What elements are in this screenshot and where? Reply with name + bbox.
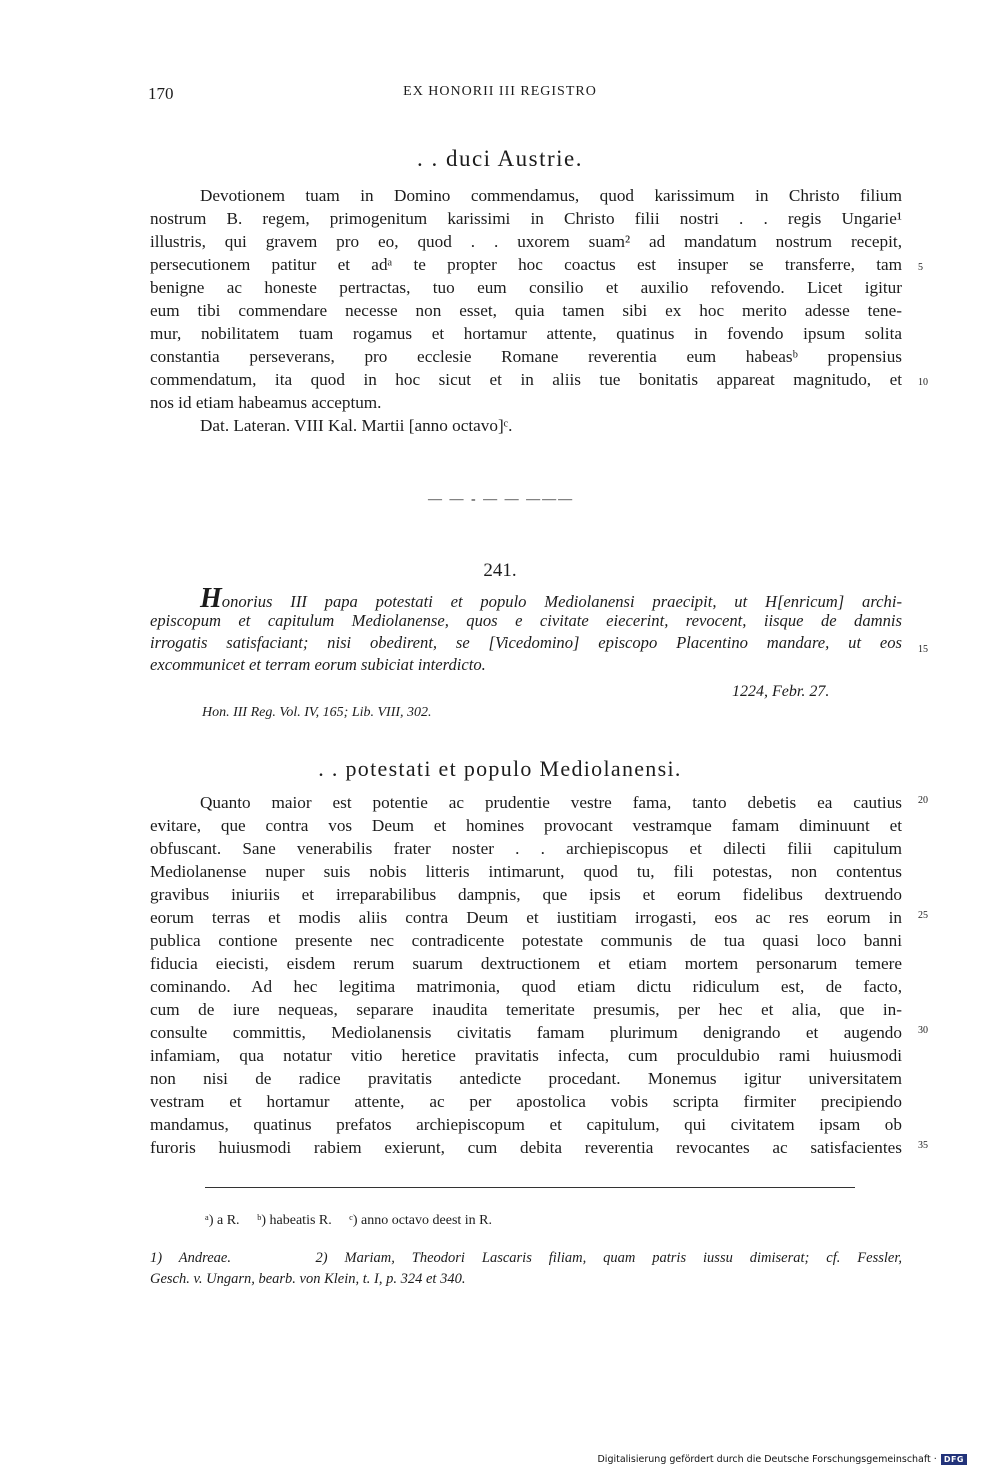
summary-text: onorius III papa potestati et populo Mediolanensi praecipit, ut H[enricum] archi-	[221, 592, 902, 611]
funding-credit	[597, 1454, 967, 1465]
text-line: commendatum, ita quod in hoc sicut et in aliis tue bonitatis appareat magnitudo, et	[150, 370, 902, 389]
text-line: furoris huiusmodi rabiem exierunt, cum debita reverentia revocantes ac satisfacientes	[150, 1138, 902, 1157]
document-number: 241.	[483, 560, 517, 581]
text-line: eum tibi commendare necesse non esset, quia tamen sibi ex hoc merito adesse tene-	[150, 301, 902, 320]
funding-text: Digitalisierung gefördert durch die Deutsche Forschungsgemeinschaft ·	[597, 1454, 937, 1465]
document-date: 1224, Febr. 27.	[732, 683, 830, 700]
text-line: Devotionem tuam in Domino commendamus, quod karissimum in Christo filium	[200, 186, 902, 205]
text-line: infamiam, qua notatur vitio heretice pravitatis infecta, cum proculdubio rami huiusmodi	[150, 1046, 902, 1065]
text-line: nos id etiam habeamus acceptum.	[150, 393, 382, 412]
letter-heading-austria: . . duci Austrie.	[416, 146, 584, 171]
text-line: non nisi de radice pravitatis antedicte procedant. Monemus igitur universitatem	[150, 1069, 902, 1088]
drop-cap: H	[200, 583, 222, 614]
text-line: consulte committis, Mediolanensis civitatis famam plurimum denigrando et augendo	[150, 1023, 902, 1042]
footnote-rule	[205, 1187, 855, 1188]
text-line: cominando. Ad hec legitima matrimonia, quod etiam dictu ridiculum est, de facto,	[150, 977, 902, 996]
summary-line: irrogatis satisfaciant; nisi obedirent, se [Vicedomino] episcopo Placentino mandare, ut eos	[150, 633, 902, 652]
page-number: 170	[148, 84, 174, 103]
text-line: nostrum B. regem, primogenitum karissimi in Christo filii nostri . . regis Ungarie¹	[150, 209, 902, 228]
text-line: gravibus iniuriis et irreparabilibus dampnis, que ipsis et eorum fidelibus dextruendo	[150, 885, 902, 904]
summary-line: excommunicet et terram eorum subiciat interdicto.	[150, 655, 486, 674]
text-line: mur, nobilitatem tuam rogamus et hortamur attente, quatinus in fovendo ipsum solita	[150, 324, 902, 343]
letter-body-milan	[150, 791, 902, 1159]
running-head: EX HONORII III REGISTRO	[403, 84, 597, 99]
text-line: persecutionem patitur et adᵃ te propter hoc coactus est insuper se transferre, tam	[150, 255, 902, 274]
text-line: Mediolanense nuper suis nobis litteris intimarunt, quod tu, fili potestas, non contentus	[150, 862, 902, 881]
source-reference: Hon. III Reg. Vol. IV, 165; Lib. VIII, 302.	[202, 705, 432, 720]
dfg-logo: DFG	[941, 1454, 967, 1465]
text-line: cum de iure nequeas, separare inaudita temeritate presumis, per hec et alia, que in-	[150, 1000, 902, 1019]
text-line: benigne ac honeste pertractas, tuo eum consilio et auxilio refovendo. Licet igitur	[150, 278, 902, 297]
text-line: publica contione presente nec contradicente potestate communis de tua quasi loco banni	[150, 931, 902, 950]
line-number: 10	[918, 377, 928, 388]
line-number: 15	[918, 644, 928, 655]
letter-heading-milan: . . potestati et populo Mediolanensi.	[318, 756, 682, 781]
summary-line-first	[150, 583, 902, 614]
section-separator: — — - — — ———	[428, 492, 575, 507]
line-number: 20	[918, 795, 928, 806]
summary-line: episcopum et capitulum Mediolanense, quos e civitate eiecerint, revocent, iisque de damnis	[150, 611, 902, 630]
line-number: 5	[918, 262, 923, 273]
letter-body-austria	[150, 184, 902, 437]
document-summary	[150, 583, 902, 676]
text-line: fiducia eiecisti, eisdem rerum suarum dextructionem et etiam mortem personarum temere	[150, 954, 902, 973]
dating-clause: Dat. Lateran. VIII Kal. Martii [anno octavo]ᶜ.	[200, 416, 513, 435]
line-number: 25	[918, 910, 928, 921]
text-line: eorum terras et modis aliis contra Deum et iustitiam irrogasti, eos ac res eorum in	[150, 908, 902, 927]
text-line: evitare, que contra vos Deum et homines provocant vestramque famam diminuunt et	[150, 816, 902, 835]
variant-notes: ᵃ) a R. ᵇ) habeatis R. ᶜ) anno octavo deest in R.	[205, 1213, 493, 1228]
line-number: 35	[918, 1140, 928, 1151]
footnotes	[150, 1248, 902, 1290]
text-line: illustris, qui gravem pro eo, quod . . uxorem suam² ad mandatum nostrum recepit,	[150, 232, 902, 251]
line-number: 30	[918, 1025, 928, 1036]
text-line: vestram et hortamur attente, ac per apostolica vobis scripta firmiter precipiendo	[150, 1092, 902, 1111]
footnote-line: Gesch. v. Ungarn, bearb. von Klein, t. I, p. 324 et 340.	[150, 1271, 466, 1287]
text-line: obfuscant. Sane venerabilis frater noster . . archiepiscopus et dilecti filii capitulum	[150, 839, 902, 858]
text-line: Quanto maior est potentie ac prudentie vestre fama, tanto debetis ea cautius	[200, 793, 902, 812]
text-line: constantia perseverans, pro ecclesie Romane reverentia eum habeasᵇ propensius	[150, 347, 902, 366]
footnote-line: 1) Andreae. 2) Mariam, Theodori Lascaris filiam, quam patris iussu dimiserat; cf. Fessler,	[150, 1250, 902, 1266]
text-line: mandamus, quatinus prefatos archiepiscopum et capitulum, qui civitatem ipsam ob	[150, 1115, 902, 1134]
